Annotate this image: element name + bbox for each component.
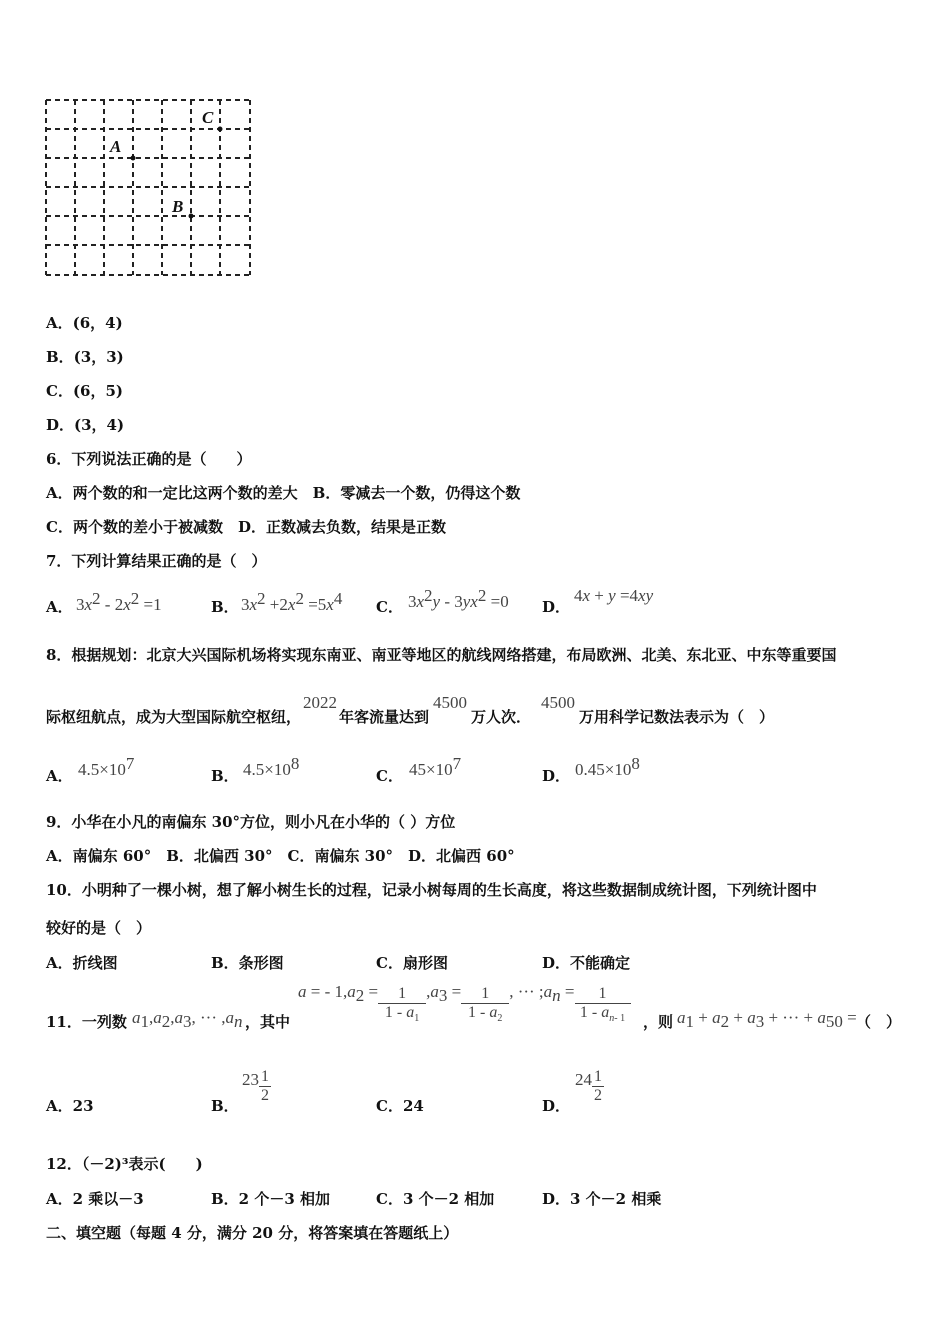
q8-number-1: 4500 xyxy=(433,693,468,712)
section-2-heading: 二、填空题（每题 4 分，满分 20 分，将答案填在答题纸上） xyxy=(46,1224,459,1242)
q11-option-b-mixed xyxy=(242,1068,271,1105)
q11-d-whole: 24 xyxy=(575,1069,592,1089)
q8-option-b-letter: B． xyxy=(211,767,239,785)
q12-option-b: B．2 个－3 相加 xyxy=(211,1190,330,1208)
q8-option-a-letter: A． xyxy=(46,767,73,785)
q10-option-a: A．折线图 xyxy=(46,954,118,972)
q7-option-b-expr: $3x^2 +2x^2 =5x^4$ xyxy=(241,589,343,614)
q8-line2-part4: 万用科学记数法表示为（ ） xyxy=(579,708,775,726)
q11-option-c: C．24 xyxy=(376,1097,424,1115)
q8-line2-part3: 万人次． xyxy=(471,708,532,726)
coordinate-grid-figure xyxy=(44,98,252,278)
q5-option-a: A．(6，4) xyxy=(46,314,123,332)
q7-stem: 7．下列计算结果正确的是（ ） xyxy=(46,552,267,570)
q7-option-b-letter: B． xyxy=(211,598,239,616)
label-a: A xyxy=(110,137,122,156)
q7-option-a-expr: $3x^2 - 2x^2 =1$ xyxy=(76,589,162,614)
q8-line2-part1: 际枢纽航点，成为大型国际航空枢纽， xyxy=(46,708,302,726)
q11-option-d-letter: D． xyxy=(542,1097,571,1115)
q8-option-c-letter: C． xyxy=(376,767,403,785)
q6-options-row1: A．两个数的和一定比这两个数的差大 B．零减去一个数，仍得这个数 xyxy=(46,484,521,502)
q12-stem: 12．（－2)³表示( ) xyxy=(46,1155,203,1173)
point-b xyxy=(189,214,194,219)
q10-line2: 较好的是（ ） xyxy=(46,919,152,937)
label-c: C xyxy=(202,108,214,127)
q11-sum-expr: $a_1 + a_2 + a_3$ + ··· + $a_{50}$ = xyxy=(677,1008,857,1031)
point-c xyxy=(218,127,223,132)
q11-sequence: $a_1,a_2,a_3$, ··· $,a_n$ xyxy=(132,1008,243,1031)
q11-b-whole: 23 xyxy=(242,1069,259,1089)
q5-option-d: D．(3，4) xyxy=(46,416,125,434)
q12-option-a: A．2 乘以－3 xyxy=(46,1190,144,1208)
q7-option-c-letter: C． xyxy=(376,598,403,616)
q7-option-d-letter: D． xyxy=(542,598,571,616)
q11-option-b-letter: B． xyxy=(211,1097,239,1115)
q6-stem: 6．下列说法正确的是（ ） xyxy=(46,450,252,468)
q10-option-d: D．不能确定 xyxy=(542,954,631,972)
q11-b-numerator: 1 xyxy=(261,1068,269,1085)
q7-option-c-expr: $3x^2y - 3yx^2 =0$ xyxy=(408,586,509,611)
q11-mid: ，其中 xyxy=(245,1013,291,1031)
q8-option-b-expr: $4.5\times 10^8$ xyxy=(243,754,300,779)
q8-number-2: 4500 xyxy=(541,693,576,712)
q8-option-a-expr: $4.5\times 10^7$ xyxy=(78,754,135,779)
q8-line2-part2: 年客流量达到 xyxy=(339,708,430,726)
q11-b-denominator: 2 xyxy=(261,1087,269,1104)
q5-option-b: B．(3，3) xyxy=(46,348,124,366)
q10-option-c: C．扇形图 xyxy=(376,954,448,972)
q12-option-c: C．3 个－2 相加 xyxy=(376,1190,495,1208)
q11-tail: （ ） xyxy=(856,1013,902,1031)
q11-option-d-mixed xyxy=(575,1068,604,1105)
q8-option-d-letter: D． xyxy=(542,767,571,785)
label-b: B xyxy=(172,197,184,216)
q8-line2 xyxy=(46,693,775,727)
q8-year: 2022 xyxy=(303,693,338,712)
q6-options-row2: C．两个数的差小于被减数 D．正数减去负数，结果是正数 xyxy=(46,518,446,536)
q8-option-c-expr: $45\times 10^7$ xyxy=(409,754,462,779)
q9-stem: 9．小华在小凡的南偏东 30°方位，则小凡在小华的（ ）方位 xyxy=(46,813,456,831)
q8-option-d-expr: $0.45\times 10^8$ xyxy=(575,754,640,779)
q11-d-denominator: 2 xyxy=(594,1087,602,1104)
q12-option-d: D．3 个－2 相乘 xyxy=(542,1190,662,1208)
q5-option-c: C．(6，5) xyxy=(46,382,124,400)
q7-option-a-letter: A． xyxy=(46,598,73,616)
q11-pre: 11．一列数 xyxy=(46,1013,127,1031)
q8-line1: 8．根据规划：北京大兴国际机场将实现东南亚、南亚等地区的航线网络搭建，布局欧洲、北美、东北亚、中东等重要国 xyxy=(46,646,837,664)
q11-d-numerator: 1 xyxy=(594,1068,602,1085)
q10-line1: 10．小明种了一棵小树，想了解小树生长的过程，记录小树每周的生长高度，将这些数据制成统计图，下列统计图中 xyxy=(46,881,817,899)
q7-option-d-expr: 4x + y =4xy xyxy=(574,586,654,605)
point-a xyxy=(131,156,136,161)
q11-option-a: A．23 xyxy=(46,1097,94,1115)
q11-post: ，则 xyxy=(643,1013,674,1031)
q9-options: A．南偏东 60° B．北偏西 30° C．南偏东 30° D．北偏西 60° xyxy=(46,847,515,865)
q10-option-b: B．条形图 xyxy=(211,954,284,972)
q11-definition: a = - $1,a_2$ = $\frac{1}{1 - a_1}$ $,a_3$ = $\frac{1}{1 - a_2}$ , ··· $;a_n$ = $\frac{1}{1 - a_{n- 1}}$ xyxy=(298,985,631,1028)
